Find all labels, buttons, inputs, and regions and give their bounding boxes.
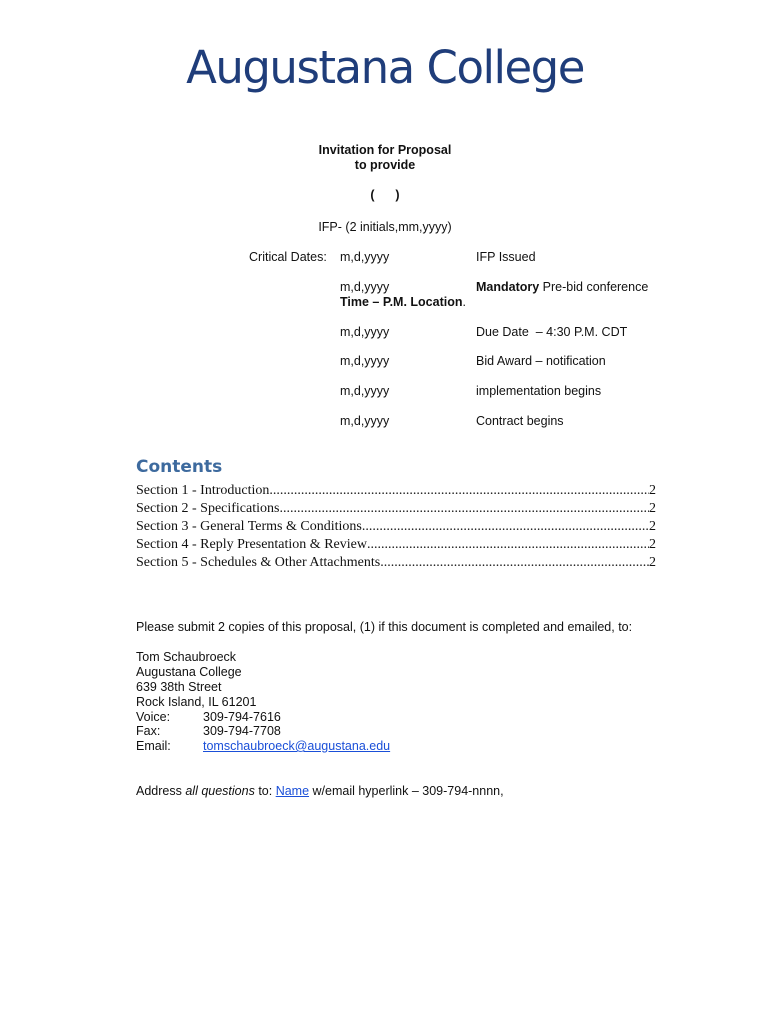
fax-label: Fax: xyxy=(136,724,161,738)
questions-suffix: w/email hyperlink – 309-794-nnnn, xyxy=(309,784,504,798)
date-1: m,d,yyyy xyxy=(340,250,390,264)
date-2: m,d,yyyy xyxy=(340,280,390,294)
contact-org: Augustana College xyxy=(136,665,242,679)
toc-leader xyxy=(279,501,649,517)
toc-page: 2 xyxy=(649,555,656,570)
voice-label: Voice: xyxy=(136,710,171,724)
questions-italic: all questions xyxy=(185,784,255,798)
toc-leader xyxy=(367,537,649,553)
voice-number: 309-794-7616 xyxy=(203,710,281,724)
critical-dates-label: Critical Dates: xyxy=(249,250,327,264)
toc-page: 2 xyxy=(649,501,656,516)
toc-label: Section 3 - General Terms & Conditions xyxy=(136,519,362,534)
ifp-number: IFP- (2 initials,mm,yyyy) xyxy=(318,220,452,234)
event-2-sub-bold: Time – P.M. Location xyxy=(340,295,463,309)
questions-mid: to: xyxy=(254,784,276,798)
contact-fax xyxy=(136,724,281,738)
event-2-sub xyxy=(340,295,466,309)
date-3: m,d,yyyy xyxy=(340,325,390,339)
contact-name: Tom Schaubroeck xyxy=(136,650,237,664)
toc-entry-3[interactable] xyxy=(136,519,656,537)
toc-entry-1[interactable] xyxy=(136,483,656,501)
toc-entry-2[interactable] xyxy=(136,501,656,519)
questions-line xyxy=(136,784,504,798)
event-2 xyxy=(476,280,648,294)
toc-leader xyxy=(380,555,649,571)
contact-street: 639 38th Street xyxy=(136,680,222,694)
toc-leader xyxy=(362,519,649,535)
event-2-bold: Mandatory xyxy=(476,280,540,294)
title-placeholder: ( ) xyxy=(370,188,400,202)
toc-label: Section 1 - Introduction xyxy=(136,483,270,498)
event-3: Due Date – 4:30 P.M. CDT xyxy=(476,325,628,339)
toc-page: 2 xyxy=(649,537,656,552)
fax-number: 309-794-7708 xyxy=(203,724,281,738)
event-1: IFP Issued xyxy=(476,250,536,264)
date-5: m,d,yyyy xyxy=(340,384,390,398)
questions-name-link[interactable]: Name xyxy=(275,784,310,798)
toc-label: Section 5 - Schedules & Other Attachments xyxy=(136,555,381,570)
toc-label: Section 2 - Specifications xyxy=(136,501,280,516)
title-line-2: to provide xyxy=(354,158,416,172)
contact-email xyxy=(136,739,390,753)
email-link[interactable]: tomschaubroeck@augustana.edu xyxy=(203,739,391,753)
event-4: Bid Award – notification xyxy=(476,354,606,368)
date-6: m,d,yyyy xyxy=(340,414,390,428)
toc-page: 2 xyxy=(649,483,656,498)
event-2-text: Pre-bid conference xyxy=(539,280,649,294)
toc-leader xyxy=(269,483,649,499)
questions-prefix: Address xyxy=(136,784,186,798)
contact-city: Rock Island, IL 61201 xyxy=(136,695,257,709)
event-2-sub-tail: . xyxy=(462,295,466,309)
toc-entry-4[interactable] xyxy=(136,537,656,555)
toc-label: Section 4 - Reply Presentation & Review xyxy=(136,537,367,552)
toc-page: 2 xyxy=(649,519,656,534)
email-label: Email: xyxy=(136,739,171,753)
date-4: m,d,yyyy xyxy=(340,354,390,368)
toc-entry-5[interactable] xyxy=(136,555,656,573)
title-line-1: Invitation for Proposal xyxy=(318,143,452,157)
event-6: Contract begins xyxy=(476,414,564,428)
event-5: implementation begins xyxy=(476,384,602,398)
contact-voice xyxy=(136,710,281,724)
contents-heading: Contents xyxy=(136,457,223,477)
college-logo: Augustana College xyxy=(186,41,584,94)
submit-instructions: Please submit 2 copies of this proposal, (1) if this document is completed and emailed, to: xyxy=(136,620,633,634)
